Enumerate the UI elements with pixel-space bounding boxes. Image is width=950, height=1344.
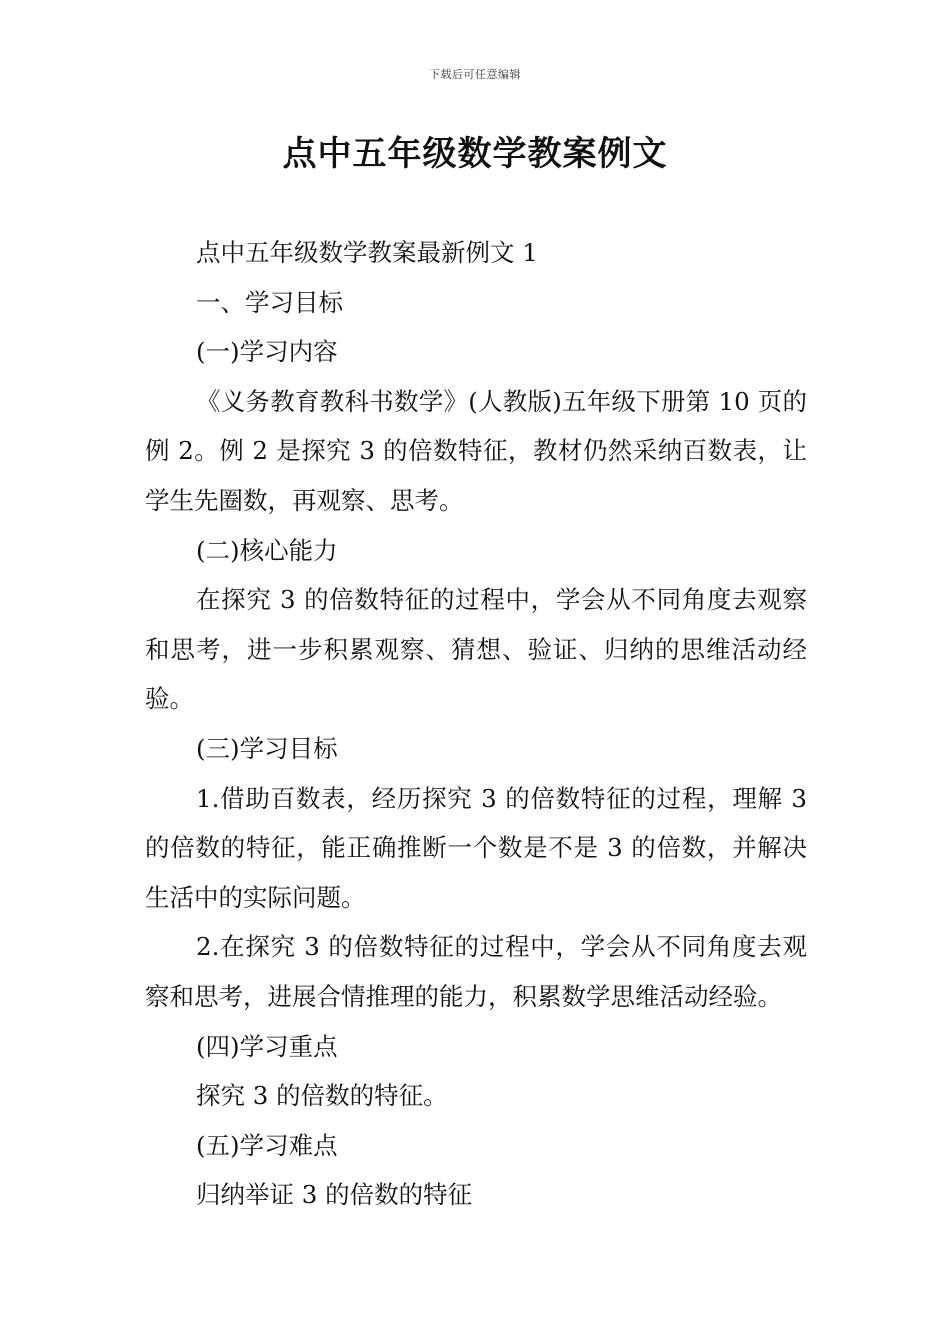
paragraph-text: 1.借助百数表，经历探究 3 的倍数特征的过程，理解 3 的倍数的特征，能正确推断一个数是不是 3 的倍数，并解决生活中的实际问题。 [145, 783, 807, 912]
paragraph-text: 归纳举证 3 的倍数的特征 [196, 1180, 473, 1210]
paragraph-text: 在探究 3 的倍数特征的过程中，学会从不同角度去观察和思考，进一步积累观察、猜想、验证、归纳的思维活动经验。 [145, 585, 807, 714]
paragraph-subheading: (一)学习内容 [196, 337, 338, 367]
paragraph-subheading: (五)学习难点 [196, 1130, 338, 1160]
paragraph-section-heading: 一、学习目标 [196, 287, 343, 317]
paragraph-text: 《义务教育教科书数学》(人教版)五年级下册第 10 页的例 2。例 2 是探究 3 的倍数特征，教材仍然采纳百数表，让学生先圈数，再观察、思考。 [145, 386, 807, 515]
document-title: 点中五年级数学教案例文 [282, 134, 668, 174]
document-body [145, 228, 807, 1220]
paragraph-subheading: (四)学习重点 [196, 1031, 338, 1061]
header-note: 下载后可任意编辑 [429, 68, 521, 81]
paragraph-text: 探究 3 的倍数的特征。 [196, 1081, 448, 1111]
paragraph-subtitle: 点中五年级数学教案最新例文 1 [196, 238, 538, 267]
paragraph-subheading: (三)学习目标 [196, 733, 338, 763]
paragraph-text: 2.在探究 3 的倍数特征的过程中，学会从不同角度去观察和思考，进展合情推理的能力，积累数学思维活动经验。 [145, 932, 807, 1011]
paragraph-subheading: (二)核心能力 [196, 535, 338, 565]
